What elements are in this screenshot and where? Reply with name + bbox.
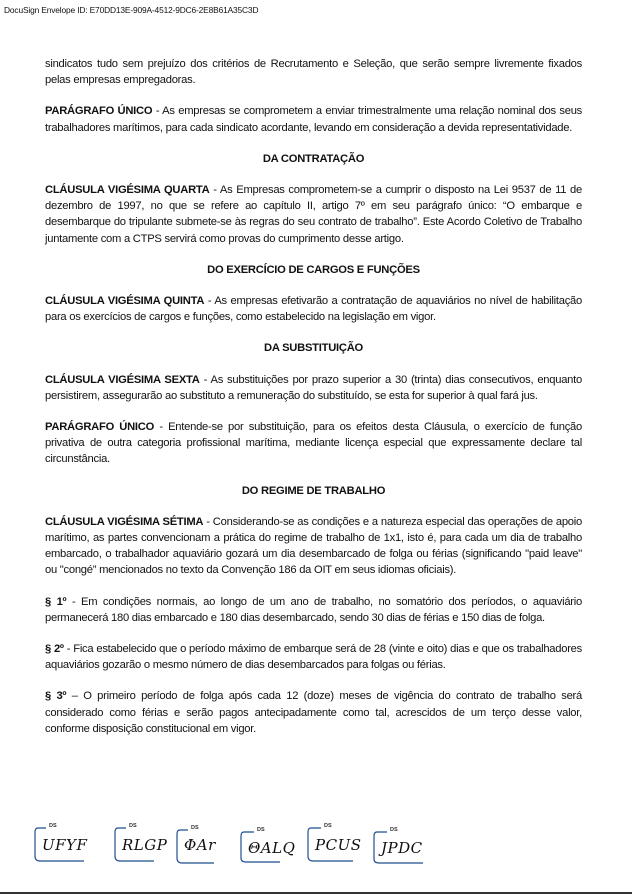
- clause-label: CLÁUSULA VIGÉSIMA SEXTA: [45, 373, 200, 386]
- section-paragraph-1: § 1º - Em condições normais, ao longo de um ano de trabalho, no somatório dos períodos, o aquaviário permanecerá 180 dias embarcado e 180 dias desembarcado, sendo 30 dias de férias e 150 dias de folga.: [45, 595, 582, 624]
- initials: JPDC: [381, 839, 423, 857]
- clause-label: CLÁUSULA VIGÉSIMA QUARTA: [45, 184, 210, 197]
- paragraph-label: § 1º: [45, 595, 67, 608]
- ds-label: DS: [257, 827, 265, 833]
- initials-stamp-3: [176, 826, 226, 866]
- initials-stamp-5: [307, 823, 362, 866]
- initials: RLGP: [122, 836, 168, 854]
- paragraph-label: PARÁGRAFO ÚNICO: [45, 105, 153, 118]
- section-heading-exercicio-cargos: DO EXERCÍCIO DE CARGOS E FUNÇÕES: [207, 263, 420, 276]
- initials-stamp-1: [34, 823, 88, 866]
- paragraph-label: § 3º: [45, 690, 67, 703]
- ds-label: DS: [191, 825, 199, 831]
- section-paragraph-3: § 3º – O primeiro período de folga após cada 12 (doze) meses de vigência do contrato de trabalho será considerado como férias e serão pagos antecipadamente como tal, acrescidos de um terço desse valor, conforme disposição constitucional em vigor.: [45, 690, 583, 735]
- clause-25: CLÁUSULA VIGÉSIMA QUINTA - As empresas efetivarão a contratação de aquaviários no nível de habilitação para os exercícios de cargos e funções, como estabelecido na legislação em vigor.: [45, 295, 582, 324]
- initials-stamp-2: [114, 823, 168, 866]
- paragraph-label: § 2º: [45, 643, 64, 656]
- clause-24: CLÁUSULA VIGÉSIMA QUARTA - As Empresas comprometem-se a cumprir o disposto na Lei 9537 de 11 de dezembro de 1997, no que se refere ao capítulo II, artigo 7º em seu parágrafo único: “O embarque e desembarque do tripulante submete-se às regras do seu contrato de trabalho”. Este Acordo Coletivo de Trabalho juntamente com a CTPS servirá como provas do cumprimento desse artigo.: [45, 184, 582, 245]
- initials: ΦAr: [184, 836, 216, 854]
- initials-stamp-4: [240, 826, 296, 866]
- initials: ΘALQ: [248, 839, 296, 857]
- ds-label: DS: [129, 823, 137, 829]
- initials: UFYF: [42, 836, 88, 854]
- section-heading-regime-trabalho: DO REGIME DE TRABALHO: [241, 484, 386, 497]
- ds-label: DS: [49, 823, 57, 829]
- section-paragraph-2: § 2º - Fica estabelecido que o período máximo de embarque será de 28 (vinte e oito) dias e que os trabalhadores aquaviários gozarão o mesmo número de dias desembarcados para folgas ou férias.: [45, 643, 583, 672]
- docusign-envelope-id: DocuSign Envelope ID: E70DD13E-909A-4512-9DC6-2E8B61A35C3D: [4, 5, 259, 15]
- document-body: [45, 56, 582, 737]
- ds-label: DS: [324, 823, 332, 829]
- clause-26: CLÁUSULA VIGÉSIMA SEXTA - As substituições por prazo superior a 30 (trinta) dias consecutivos, enquanto persistirem, assegurarão ao substituto a remuneração do substituído, se esta for superior à qual fará jus.: [45, 373, 582, 402]
- clause-label: CLÁUSULA VIGÉSIMA SÉTIMA: [45, 515, 204, 528]
- initials: PCUS: [315, 836, 362, 854]
- section-heading-substituicao: DA SUBSTITUIÇÃO: [263, 342, 363, 355]
- clause-27: CLÁUSULA VIGÉSIMA SÉTIMA - Considerando-se as condições e a natureza especial das operações de apoio marítimo, as partes convencionam a prática do regime de trabalho de 1x1, isto é, para cada um dia de trabalho embarcado, o trabalhador aquaviário gozará um dia desembarcado de folga ou férias (significando "paid leave" ou "congé” mencionados no texto da Convenção 186 da OIT em seus idiomas oficiais).: [45, 515, 582, 577]
- paragraph-continuation: sindicatos tudo sem prejuízo dos critérios de Recrutamento e Seleção, que serão sempre livremente fixados pelas empresas empregadoras.: [45, 58, 582, 87]
- paragraph-unico-substituicao: PARÁGRAFO ÚNICO - Entende-se por substituição, para os efeitos desta Cláusula, o exercício de função privativa de outra categoria profissional marítima, mediante licença especial que expressamente declare tal circunstância.: [45, 421, 582, 466]
- initials-signature-row: [0, 823, 632, 872]
- paragraph-label: PARÁGRAFO ÚNICO: [45, 421, 155, 434]
- section-heading-contratacao: DA CONTRATAÇÃO: [262, 152, 365, 165]
- clause-label: CLÁUSULA VIGÉSIMA QUINTA: [45, 295, 205, 308]
- initials-stamp-6: [373, 826, 423, 866]
- ds-label: DS: [390, 827, 398, 833]
- paragraph-unico-relacao-nominal: PARÁGRAFO ÚNICO - As empresas se comprometem a enviar trimestralmente uma relação nominal dos seus trabalhadores marítimos, para cada sindicato acordante, levando em consideração a devida representatividade.: [45, 105, 583, 134]
